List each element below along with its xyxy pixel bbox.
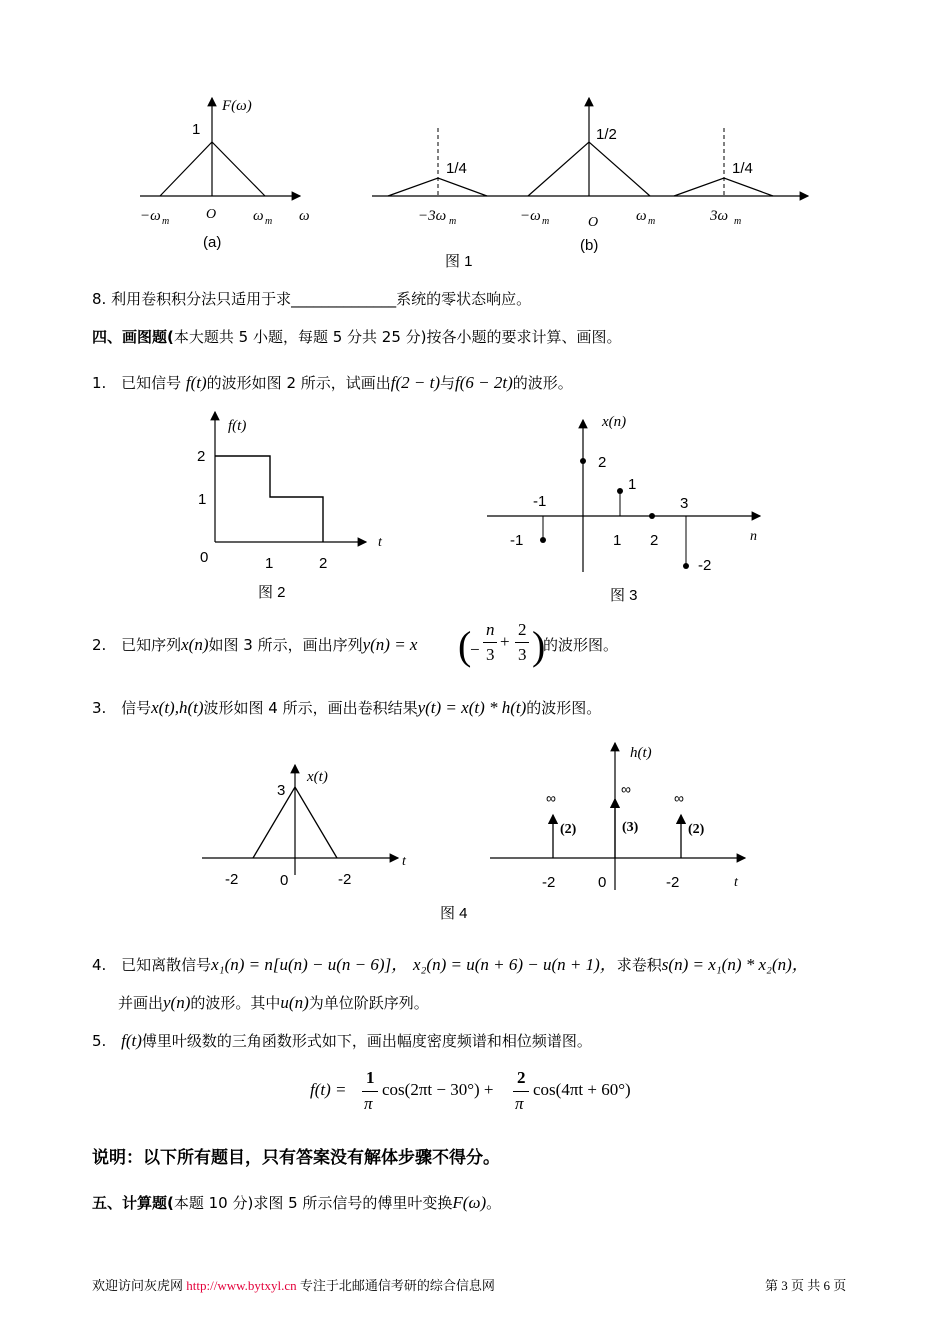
fig4-h-xpos: -2 xyxy=(666,874,680,891)
q4-line2-f1: y(n) xyxy=(163,993,191,1012)
q1-text2: 的波形如图 2 所示，试画出 xyxy=(206,374,391,392)
q5-c1-den: π xyxy=(364,1094,373,1113)
fig1a-origin: O xyxy=(206,207,217,222)
q2-frac2-den: 3 xyxy=(518,645,527,664)
q2-f1: x(n) xyxy=(181,635,209,654)
fig1b-x2-sub: m xyxy=(542,216,550,227)
q3-text3: 的波形图。 xyxy=(526,699,602,717)
q4-line2-text1: 并画出 xyxy=(118,994,164,1012)
footer-left xyxy=(92,1275,495,1294)
fig3-x1: 1 xyxy=(613,532,622,549)
fig3-ylabel: x(n) xyxy=(602,414,627,430)
figure-1 xyxy=(0,0,950,280)
fig1a-xneg: −ω xyxy=(140,208,161,224)
q5-eq-lhs: f(t) = xyxy=(310,1080,347,1099)
fig4-caption: 图 4 xyxy=(440,905,468,922)
q5-num: 5. xyxy=(92,1032,107,1050)
fig4-x-origin: 0 xyxy=(280,872,289,889)
fig1b-origin: O xyxy=(588,215,599,230)
fig4-x-xpos: -2 xyxy=(338,871,352,888)
fig2-x1: 1 xyxy=(265,555,274,572)
fig3-v1: 1 xyxy=(628,476,637,493)
figure-4 xyxy=(0,735,950,930)
q2-num: 2. xyxy=(92,636,107,654)
fig2-origin: 0 xyxy=(200,549,209,566)
q2-frac1-num: n xyxy=(486,620,495,639)
fig4-h-weight1: (2) xyxy=(560,822,577,837)
fig1b-tag: (b) xyxy=(580,237,599,254)
fig4-x-peak: 3 xyxy=(277,782,286,799)
fig3-vneg1: -1 xyxy=(533,493,547,510)
q3-f2: y(t) = x(t) * h(t) xyxy=(417,698,527,717)
fig4-h-inf3: ∞ xyxy=(674,790,684,806)
fig4-x-xlabel: t xyxy=(402,854,406,869)
footer-link[interactable]: http://www.bytxyl.cn xyxy=(186,1278,297,1293)
question-5 xyxy=(92,1030,592,1051)
section-4-title: 四、画图题( xyxy=(92,328,174,346)
figures-2-3 xyxy=(0,400,950,615)
q5-c2-num: 2 xyxy=(517,1068,526,1087)
question-4-line2 xyxy=(118,992,429,1013)
fig1a-xneg-sub: m xyxy=(162,216,170,227)
fig1b-x1: −3ω xyxy=(418,208,447,224)
fig1b-x2: −ω xyxy=(520,208,541,224)
fig1a-ylabel: F(ω) xyxy=(222,98,252,114)
q1-f3: f(6 − 2t) xyxy=(455,373,513,392)
q4-line2-f2: u(n) xyxy=(280,993,309,1012)
fig3-v2: 2 xyxy=(598,454,607,471)
fig4-h-weight2: (3) xyxy=(622,820,639,835)
fig1b-side2: 1/4 xyxy=(732,160,753,177)
fig1b-x4-sub: m xyxy=(734,216,742,227)
fig2-y2: 2 xyxy=(197,448,206,465)
section-5-end: 。 xyxy=(486,1194,502,1212)
question-2 xyxy=(92,634,417,655)
q2-tail: 的波形图。 xyxy=(543,636,619,654)
fig4-h-ylabel: h(t) xyxy=(630,745,652,761)
q1-text1: 已知信号 xyxy=(121,374,182,392)
question-8: 8. 利用卷积积分法只适用于求______________系统的零状态响应。 xyxy=(92,290,532,308)
fig1a-axis-label: ω xyxy=(299,208,310,224)
fig2-waveform xyxy=(215,456,323,542)
note: 说明：以下所有题目，只有答案没有解体步骤不得分。 xyxy=(92,1148,500,1168)
q3-text2: 波形如图 4 所示，画出卷积结果 xyxy=(203,699,418,717)
question-1 xyxy=(92,372,573,393)
q5-text1: 傅里叶级数的三角函数形式如下，画出幅度密度频谱和相位频谱图。 xyxy=(141,1032,592,1050)
q2-text1: 已知序列 xyxy=(121,636,182,654)
fig3-vneg2: -2 xyxy=(698,557,712,574)
fig1b-x1-sub: m xyxy=(449,216,457,227)
q5-cos1: cos(2πt − 30°) + xyxy=(382,1080,494,1099)
question-4-line1 xyxy=(92,950,809,975)
section-5-heading xyxy=(92,1192,501,1213)
q3-num: 3. xyxy=(92,699,107,717)
q1-f1: f(t) xyxy=(185,373,207,392)
fig1b-x3-sub: m xyxy=(648,216,656,227)
section-4-desc: 本大题共 5 小题，每题 5 分共 25 分)按各小题的要求计算、画图。 xyxy=(173,328,622,346)
q1-num: 1. xyxy=(92,374,107,392)
fig4-h-weight3: (2) xyxy=(688,822,705,837)
fig2-x2: 2 xyxy=(319,555,328,572)
fig3-x2: 2 xyxy=(650,532,659,549)
fig4-x-ylabel: x(t) xyxy=(307,769,328,785)
fig3-caption: 图 3 xyxy=(610,587,638,604)
fig4-h-inf2: ∞ xyxy=(621,781,631,797)
q2-text2: 如图 3 所示，画出序列 xyxy=(208,636,363,654)
q2-frac2-num: 2 xyxy=(518,620,527,639)
q4-line2-text3: 为单位阶跃序列。 xyxy=(308,994,429,1012)
fig3-xneg1: -1 xyxy=(510,532,524,549)
fig1b-x4: 3ω xyxy=(710,208,729,224)
q4-line2-text2: 的波形。其中 xyxy=(190,994,281,1012)
q5-c2-den: π xyxy=(515,1094,524,1113)
fig2-y1: 1 xyxy=(198,491,207,508)
q1-f2: f(2 − t) xyxy=(390,373,441,392)
q4-text2: 求卷积 xyxy=(616,956,662,974)
fig4-h-xneg: -2 xyxy=(542,874,556,891)
fig1b-side1: 1/4 xyxy=(446,160,467,177)
fig3-v3: 3 xyxy=(680,495,689,512)
fig4-x-xneg: -2 xyxy=(225,871,239,888)
section-5-desc: 本题 10 分)求图 5 所示信号的傅里叶变换 xyxy=(173,1194,453,1212)
q5-cos2: cos(4πt + 60°) xyxy=(533,1080,631,1099)
fig1b-x3: ω xyxy=(636,208,647,224)
q4-num: 4. xyxy=(92,956,107,974)
q5-c1-num: 1 xyxy=(366,1068,375,1087)
question-3 xyxy=(92,697,601,718)
section-5-title: 五、计算题( xyxy=(92,1194,174,1212)
fig1b-peak: 1/2 xyxy=(596,126,617,143)
fig2-caption: 图 2 xyxy=(258,584,286,601)
fig1-caption: 图 1 xyxy=(445,253,473,270)
q1-text3: 与 xyxy=(440,374,456,392)
footer-text1: 欢迎访问灰虎网 xyxy=(92,1278,187,1293)
q2-frac1-den: 3 xyxy=(486,645,495,664)
fig4-h-inf1: ∞ xyxy=(546,790,556,806)
fig3-xlabel: n xyxy=(750,529,757,544)
section-4-heading xyxy=(92,326,622,347)
q4-text1: 已知离散信号 xyxy=(121,956,212,974)
footer-page-number: 第 3 页 共 6 页 xyxy=(765,1278,847,1293)
q4-f2: x₂(n) = u(n + 6) − u(n + 1)， xyxy=(412,955,617,974)
fig4-h-origin: 0 xyxy=(598,874,607,891)
q5-f1: f(t) xyxy=(121,1031,142,1050)
fig1a-xpos-sub: m xyxy=(265,216,273,227)
fig1a-xpos: ω xyxy=(253,208,264,224)
fig1a-peak: 1 xyxy=(192,121,201,138)
fig4-h-xlabel: t xyxy=(734,875,738,890)
footer-text2: 专注于北邮通信考研的综合信息网 xyxy=(296,1278,495,1293)
fig1a-tag: (a) xyxy=(203,234,222,251)
q5-equation xyxy=(310,1068,650,1118)
q4-f1: x₁(n) = n[u(n) − u(n − 6)]， xyxy=(211,955,409,974)
fig2-ylabel: f(t) xyxy=(228,418,247,434)
q3-f1: x(t),h(t) xyxy=(151,698,204,717)
q3-text1: 信号 xyxy=(121,699,152,717)
q4-f3: s(n) = x₁(n) * x₂(n)， xyxy=(661,955,809,974)
q2-f2: y(n) = x xyxy=(362,635,418,654)
section-5-f: F(ω) xyxy=(452,1193,487,1212)
fig2-xlabel: t xyxy=(378,535,382,550)
q1-text4: 的波形。 xyxy=(512,374,573,392)
